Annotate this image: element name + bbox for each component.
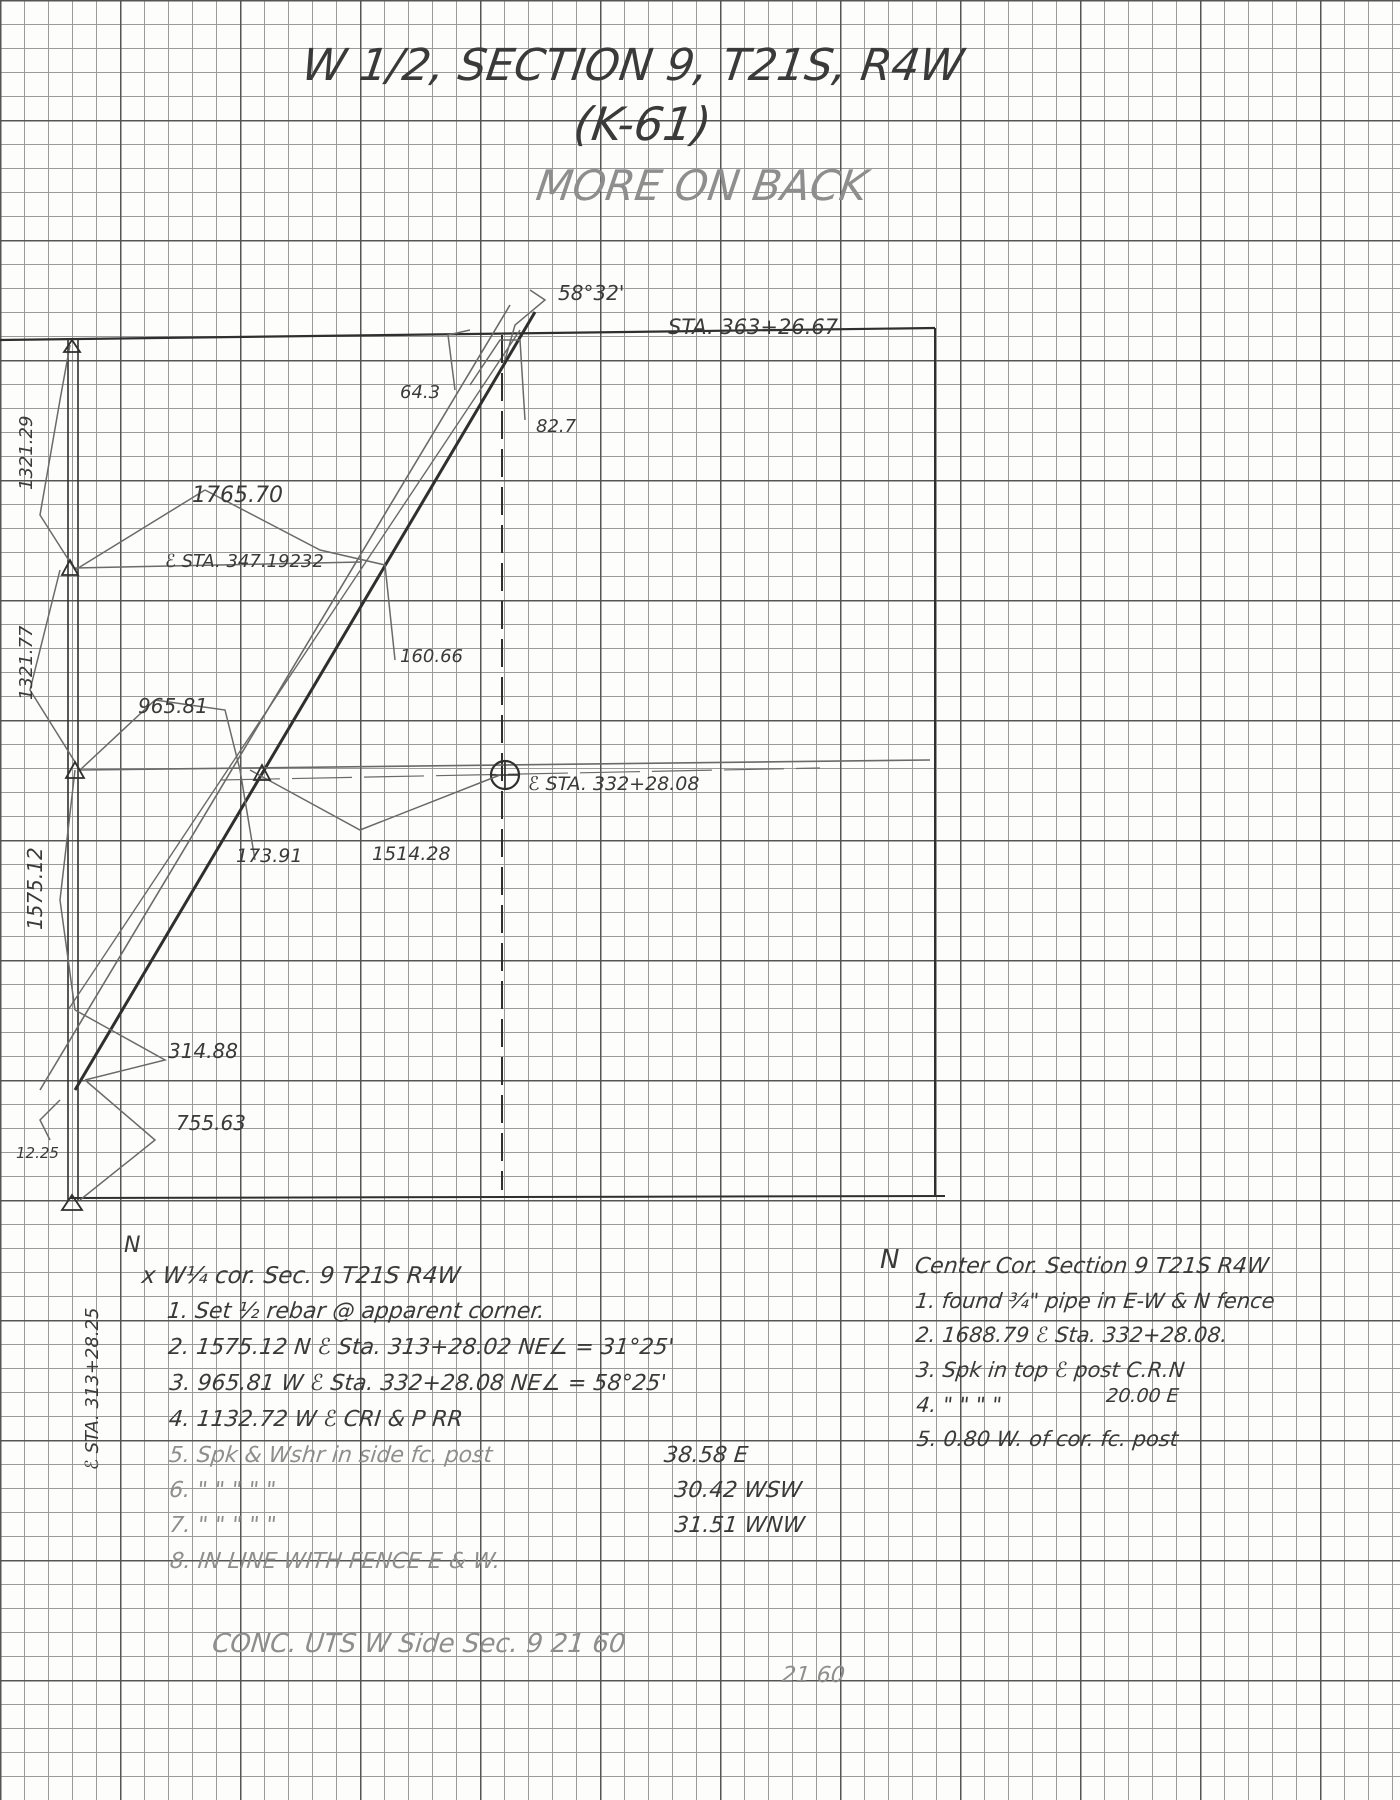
- more-on-back-note: MORE ON BACK: [533, 161, 871, 210]
- notes-right-line-1: 1. found ¾" pipe in E-W & N fence: [913, 1288, 1277, 1313]
- quarter-section-line: [78, 760, 930, 780]
- station-label-332: ℰ STA. 332+28.08: [528, 773, 700, 795]
- notes-left-line-5: 5. Spk & Wshr in side fc. post: [167, 1443, 494, 1468]
- tie-distance-4: 20.00 E: [1105, 1385, 1180, 1407]
- notes-right-heading: Center Cor. Section 9 T21S R4W: [913, 1254, 1270, 1279]
- dim-label-755-63: 755.63: [176, 1111, 246, 1135]
- station-label-left: ℰ STA. 313+28.25: [82, 1307, 103, 1470]
- notes-left-line-1: 1. Set ½ rebar @ apparent corner.: [165, 1299, 546, 1324]
- dim-label-64-3: 64.3: [400, 382, 441, 403]
- tie-distance-3: 31.51 WNW: [673, 1513, 806, 1538]
- dim-label-173-91: 173.91: [236, 845, 303, 867]
- footer-note-line-1: CONC. UTS W Side Sec. 9 21 60: [210, 1629, 628, 1659]
- north-arrow-right: N: [880, 1245, 900, 1275]
- notes-right-line-3: 3. Spk in top ℰ post C.R.N: [914, 1357, 1187, 1382]
- angle-label-top: 58°32': [558, 281, 625, 305]
- notes-left-line-3: 3. 965.81 W ℰ Sta. 332+28.08 NE∠ = 58°25': [168, 1371, 668, 1396]
- notes-left-line-2: 2. 1575.12 N ℰ Sta. 313+28.02 NE∠ = 31°25': [167, 1335, 676, 1360]
- notes-left-line-7: 7. " " " " ": [168, 1513, 278, 1538]
- notes-right-line-4: 4. " " " ": [915, 1392, 1004, 1417]
- dim-label-1321-lower: 1321.77: [16, 625, 37, 700]
- notes-left-line-8: 8. IN LINE WITH FENCE E & W.: [168, 1549, 502, 1574]
- plat-frame: [0, 328, 945, 1200]
- dim-label-965-81: 965.81: [138, 694, 208, 718]
- highway-centerline: [40, 305, 535, 1090]
- sheet-title: W 1/2, SECTION 9, T21S, R4W: [298, 40, 967, 91]
- dim-label-314-88: 314.88: [168, 1039, 238, 1063]
- notes-right-line-2: 2. 1688.79 ℰ Sta. 332+28.08.: [914, 1322, 1229, 1347]
- notes-right: [914, 1254, 1277, 1451]
- station-label-top: STA. 363+26.67: [668, 315, 839, 339]
- center-corner-marker: [491, 761, 519, 789]
- dim-label-1514-28: 1514.28: [372, 843, 451, 865]
- tie-distance-1: 38.58 E: [662, 1443, 750, 1468]
- dim-label-1321-upper: 1321.29: [16, 415, 37, 490]
- notes-right-line-5: 5. 0.80 W. of cor. fc. post: [915, 1426, 1180, 1451]
- station-label-347: ℰ STA. 347.19232: [165, 551, 324, 572]
- north-arrow-left: N: [124, 1233, 141, 1258]
- dim-label-82-7: 82.7: [536, 416, 577, 437]
- dim-label-12-25: 12.25: [16, 1144, 59, 1162]
- notes-left: [140, 1263, 808, 1574]
- footer-note-line-2: 21 60: [780, 1663, 847, 1688]
- notes-left-line-4: 4. 1132.72 W ℰ CRI & P RR: [167, 1407, 465, 1432]
- tie-distance-2: 30.42 WSW: [673, 1478, 804, 1503]
- notes-left-line-6: 6. " " " " ": [168, 1478, 278, 1503]
- dim-label-1575-12: 1575.12: [23, 847, 47, 930]
- dim-label-160-66: 160.66: [400, 646, 463, 667]
- notes-left-heading: x W¼ cor. Sec. 9 T21S R4W: [140, 1263, 462, 1289]
- dim-label-1765-70: 1765.70: [192, 483, 283, 508]
- route-label: (K-61): [570, 97, 715, 151]
- corner-markers: [62, 340, 270, 1210]
